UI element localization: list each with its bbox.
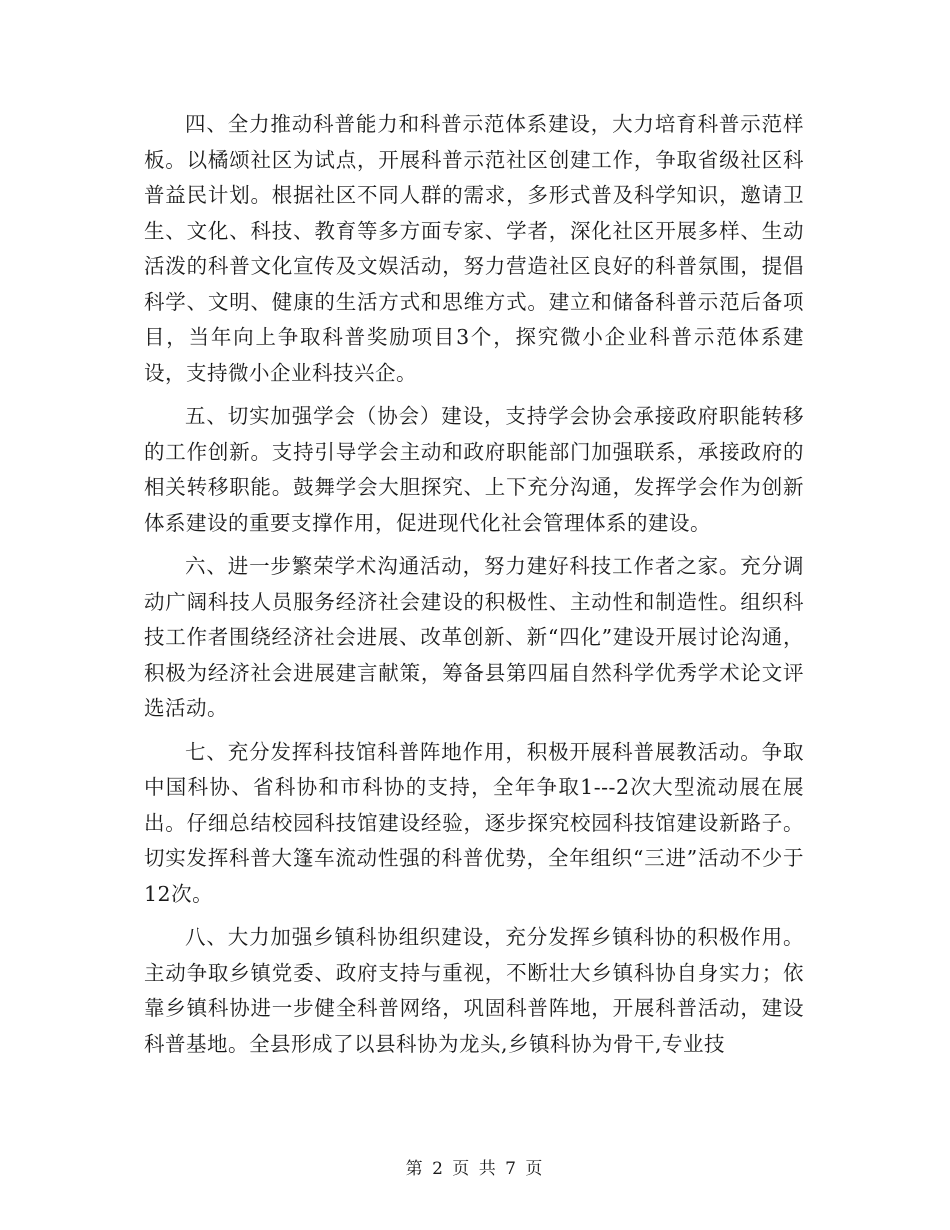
paragraph-section-6: 六、进一步繁荣学术沟通活动，努力建好科技工作者之家。充分调动广阔科技人员服务经济社会建设的积极性、主动性和制造性。组织科技工作者围绕经济社会进展、改革创新、新“四化”建设开展讨论沟通，积极为经济社会进展建言献策，筹备县第四届自然科学优秀学术论文评选活动。 [144, 554, 804, 720]
page-number: 第 2 页 共 7 页 [405, 1159, 545, 1179]
document-body [144, 107, 804, 1070]
paragraph-section-8: 八、大力加强乡镇科协组织建设，充分发挥乡镇科协的积极作用。主动争取乡镇党委、政府支持与重视，不断壮大乡镇科协自身实力；依靠乡镇科协进一步健全科普网络，巩固科普阵地，开展科普活动，建设科普基地。全县形成了以县科协为龙头,乡镇科协为骨干,专业技 [144, 925, 804, 1056]
paragraph-section-5: 五、切实加强学会（协会）建设，支持学会协会承接政府职能转移的工作创新。支持引导学会主动和政府职能部门加强联系，承接政府的相关转移职能。鼓舞学会大胆探究、上下充分沟通，发挥学会作为创新体系建设的重要支撑作用，促进现代化社会管理体系的建设。 [144, 404, 804, 535]
paragraph-section-7: 七、充分发挥科技馆科普阵地作用，积极开展科普展教活动。争取中国科协、省科协和市科协的支持，全年争取1---2次大型流动展在展出。仔细总结校园科技馆建设经验，逐步探究校园科技馆建设新路子。切实发挥科普大篷车流动性强的科普优势，全年组织“三进”活动不少于12次。 [144, 739, 804, 906]
page-footer [0, 1154, 950, 1179]
paragraph-section-4: 四、全力推动科普能力和科普示范体系建设，大力培育科普示范样板。以橘颂社区为试点，开展科普示范社区创建工作，争取省级社区科普益民计划。根据社区不同人群的需求，多形式普及科学知识，邀请卫生、文化、科技、教育等多方面专家、学者，深化社区开展多样、生动活泼的科普文化宣传及文娱活动，努力营造社区良好的科普氛围，提倡科学、文明、健康的生活方式和思维方式。建立和储备科普示范后备项目，当年向上争取科普奖励项目3个，探究微小企业科普示范体系建设，支持微小企业科技兴企。 [144, 112, 804, 385]
